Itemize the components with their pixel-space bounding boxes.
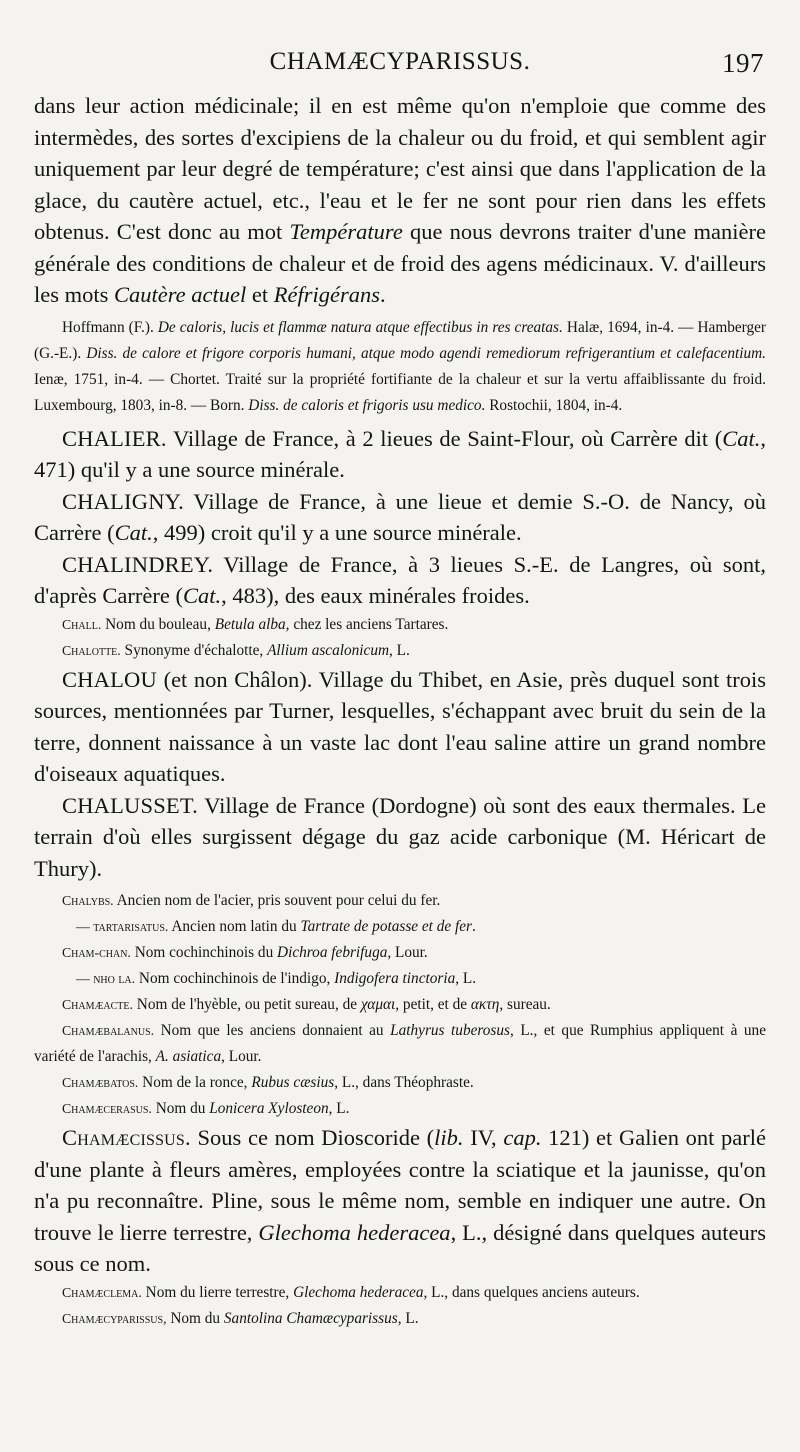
entry-headword: Chamæacte. bbox=[62, 997, 133, 1012]
entry-chalybs-tartarisatus: — tartarisatus. Ancien nom latin du Tartrate de potasse et de fer. bbox=[76, 918, 476, 935]
entry-headword: Chall. bbox=[62, 616, 102, 632]
entry-chamaecerasus: Chamæcerasus. Nom du Lonicera Xylosteon, L. bbox=[62, 1100, 350, 1117]
entry-headword: Chamæbatos. bbox=[62, 1075, 139, 1090]
entry-chalier: CHALIER. Village de France, à 2 lieues de Saint-Flour, où Carrère dit (Cat., 471) qu'il y a une source minérale. bbox=[34, 425, 766, 482]
entry-headword: Chalybs. bbox=[62, 893, 114, 908]
entry-headword: CHALIER. bbox=[62, 425, 167, 451]
entry-subheadword: — nho la. bbox=[76, 971, 136, 986]
entry-cham-chan-nho-la: — nho la. Nom cochinchinois de l'indigo, Indigofera tinctoria, L. bbox=[76, 970, 477, 987]
entry-headword: Chamæbalanus. bbox=[62, 1023, 155, 1038]
page-number: 197 bbox=[722, 48, 764, 78]
entry-chamaebatos: Chamæbatos. Nom de la ronce, Rubus cæsius, L., dans Théophraste. bbox=[62, 1074, 474, 1091]
entry-headword: Chamæcerasus. bbox=[62, 1101, 152, 1116]
entry-headword: Chamæclema. bbox=[62, 1284, 142, 1300]
entry-subheadword: — tartarisatus. bbox=[76, 919, 169, 934]
entry-chamaeclema: Chamæclema. Nom du lierre terrestre, Glechoma hederacea, L., dans quelques anciens auteurs. bbox=[62, 1283, 640, 1301]
entry-cham-chan: Cham-chan. Nom cochinchinois du Dichroa febrifuga, Lour. bbox=[62, 944, 428, 961]
entry-headword: Chalotte. bbox=[62, 642, 121, 658]
entry-chaligny: CHALIGNY. Village de France, à une lieue et demie S.-O. de Nancy, où Carrère (Cat., 499) croit qu'il y a une source minérale. bbox=[34, 488, 766, 545]
paragraph-continuation: dans leur action médicinale; il en est même qu'on n'emploie que comme des intermèdes, des sortes d'excipiens de la chaleur ou du froid, et qui semblent agir uniquement par leur degré de température; c'est ainsi que dans l'application de la glace, du cautère actuel, etc., l'eau et le fer ne sont pour rien dans les effets obtenus. C'est donc au mot Température que nous devrons traiter d'une manière générale des conditions de chaleur et de froid des agens médicinaux. V. d'ailleurs les mots Cautère actuel et Réfrigérans. bbox=[34, 93, 767, 307]
entry-chall: Chall. Nom du bouleau, Betula alba, chez les anciens Tartares. bbox=[62, 615, 449, 633]
entry-headword: CHALIGNY. bbox=[62, 488, 185, 514]
running-title: CHAMÆCYPARISSUS. bbox=[269, 48, 531, 75]
entry-chamaecissus: Chamæcissus. Sous ce nom Dioscoride (lib. IV, cap. 121) et Galien ont parlé d'une plante à fleurs amères, employées contre la sciatique et la jaunisse, qu'on n'a pu reconnaître. Pline, sous le même nom, semble en indiquer une autre. On trouve le lierre terrestre, Glechoma hederacea, L., désigné dans quelques auteurs sous ce nom. bbox=[34, 1125, 766, 1276]
entry-chalou: CHALOU (et non Châlon). Village du Thibet, en Asie, près duquel sont trois sources, mentionnées par Turner, lesquelles, s'échappant avec bruit du sein de la terre, donnent naissance à un vaste lac dont l'eau saline attire un grand nombre d'oiseaux aquatiques. bbox=[34, 666, 766, 786]
entry-chamaecyparissus: Chamæcyparissus, Nom du Santolina Chamæcyparissus, L. bbox=[62, 1309, 419, 1327]
entry-chalindrey: CHALINDREY. Village de France, à 3 lieues S.-E. de Langres, où sont, d'après Carrère (Cat., 483), des eaux minérales froides. bbox=[34, 551, 766, 608]
entry-headword: Cham-chan. bbox=[62, 945, 131, 960]
entry-chamaebalanus: Chamæbalanus. Nom que les anciens donnaient au Lathyrus tuberosus, L., et que Rumphius appliquent à une variété de l'arachis, A. asiatica, Lour. bbox=[34, 1022, 766, 1065]
bibliography-references: Hoffmann (F.). De caloris, lucis et flammæ natura atque effectibus in res creatas. Halæ, 1694, in-4. — Hamberger (G.-E.). Diss. de calore et frigore corporis humani, atque modo agendi remediorum refrigerantium et calefacentium. Ienæ, 1751, in-4. — Chortet. Traité sur la propriété fortifiante de la chaleur et sur la vertu affaiblissante du froid. Luxembourg, 1803, in-8. — Born. Diss. de caloris et frigoris usu medico. Rostochii, 1804, in-4. bbox=[34, 318, 767, 414]
entry-headword: Chamæcissus. bbox=[62, 1125, 191, 1150]
entry-headword: CHALUSSET. bbox=[62, 792, 198, 818]
entry-headword: CHALOU bbox=[62, 666, 157, 692]
entry-chamaeacte: Chamæacte. Nom de l'hyèble, ou petit sureau, de χαμαι, petit, et de ακτη, sureau. bbox=[62, 996, 551, 1013]
entry-chalusset: CHALUSSET. Village de France (Dordogne) où sont des eaux thermales. Le terrain d'où elles surgissent dégage du gaz acide carbonique (M. Héricart de Thury). bbox=[34, 792, 766, 881]
entry-headword: CHALINDREY. bbox=[62, 551, 214, 577]
entry-chalotte: Chalotte. Synonyme d'échalotte, Allium ascalonicum, L. bbox=[62, 641, 410, 659]
running-header bbox=[34, 48, 766, 90]
entry-headword: Chamæcyparissus, bbox=[62, 1310, 167, 1326]
entry-chalybs: Chalybs. Ancien nom de l'acier, pris souvent pour celui du fer. bbox=[62, 892, 441, 909]
